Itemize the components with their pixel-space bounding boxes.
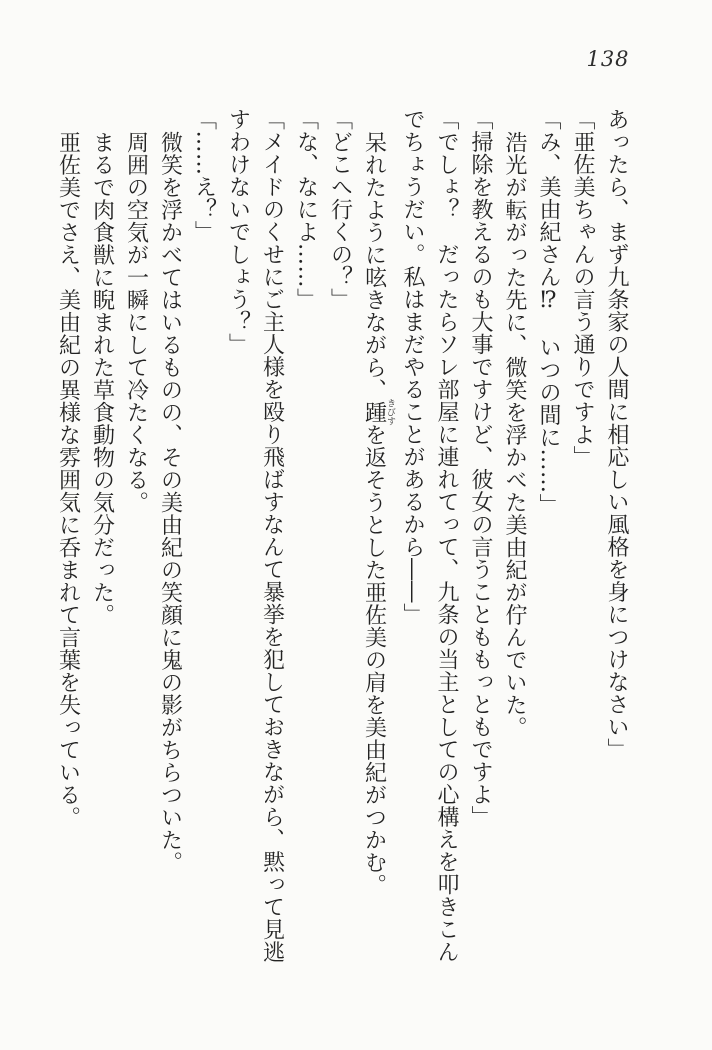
text-line: 亜佐美でさえ、美由紀の異様な雰囲気に呑まれて言葉を失っている。: [55, 130, 81, 828]
text-line-dialogue: 「でしょ？ だったらソレ部屋に連れてって、九条の当主としての心構えを叩きこん: [434, 108, 459, 963]
ruby-annotation: [361, 398, 395, 426]
text-line-dialogue: 「亜佐美ちゃんの言う通りですよ」: [570, 108, 595, 468]
vertical-text-block: [55, 108, 633, 974]
text-line-dialogue: でちょうだい。私はまだやることがあるから――」: [400, 108, 425, 626]
page-number: 138: [586, 47, 630, 71]
text-line: [357, 108, 396, 974]
text-line-dialogue: 「み、美由紀さん⁉ いつの間に……」: [536, 108, 561, 516]
text-line: あったら、まず九条家の人間に相応しい風格を身につけなさい」: [604, 108, 629, 761]
text-line: 浩光が転がった先に、微笑を浮かべた美由紀が佇んでいた。: [502, 130, 527, 738]
text-line-dialogue: 「掃除を教えるのも大事ですけど、彼女の言うことももっともですよ」: [468, 108, 493, 828]
text-line-dialogue: 「……え？」: [191, 108, 217, 243]
text-line-dialogue: すわけないでしょう？」: [225, 108, 251, 356]
text-line-dialogue: 「どこへ行くの？」: [327, 108, 353, 311]
text-line-dialogue: 「メイドのくせにご主人様を殴り飛ばすなんて暴挙を犯しておきながら、黙って見逃: [259, 108, 285, 963]
text-line-dialogue: 「な、なによ……」: [293, 108, 319, 311]
line-segment: を返そうとした亜佐美の肩を美由紀がつかむ。: [361, 423, 387, 896]
text-line: 周囲の空気が一瞬にして冷たくなる。: [123, 130, 149, 513]
ruby-base: 踵: [361, 398, 387, 426]
text-line: 微笑を浮かべてはいるものの、その美由紀の笑顔に鬼の影がちらついた。: [157, 130, 183, 873]
ruby-furigana: きびす: [385, 398, 395, 426]
line-segment: 呆れたように呟きながら、: [361, 130, 387, 401]
text-line: まるで肉食獣に睨まれた草食動物の気分だった。: [89, 130, 115, 626]
